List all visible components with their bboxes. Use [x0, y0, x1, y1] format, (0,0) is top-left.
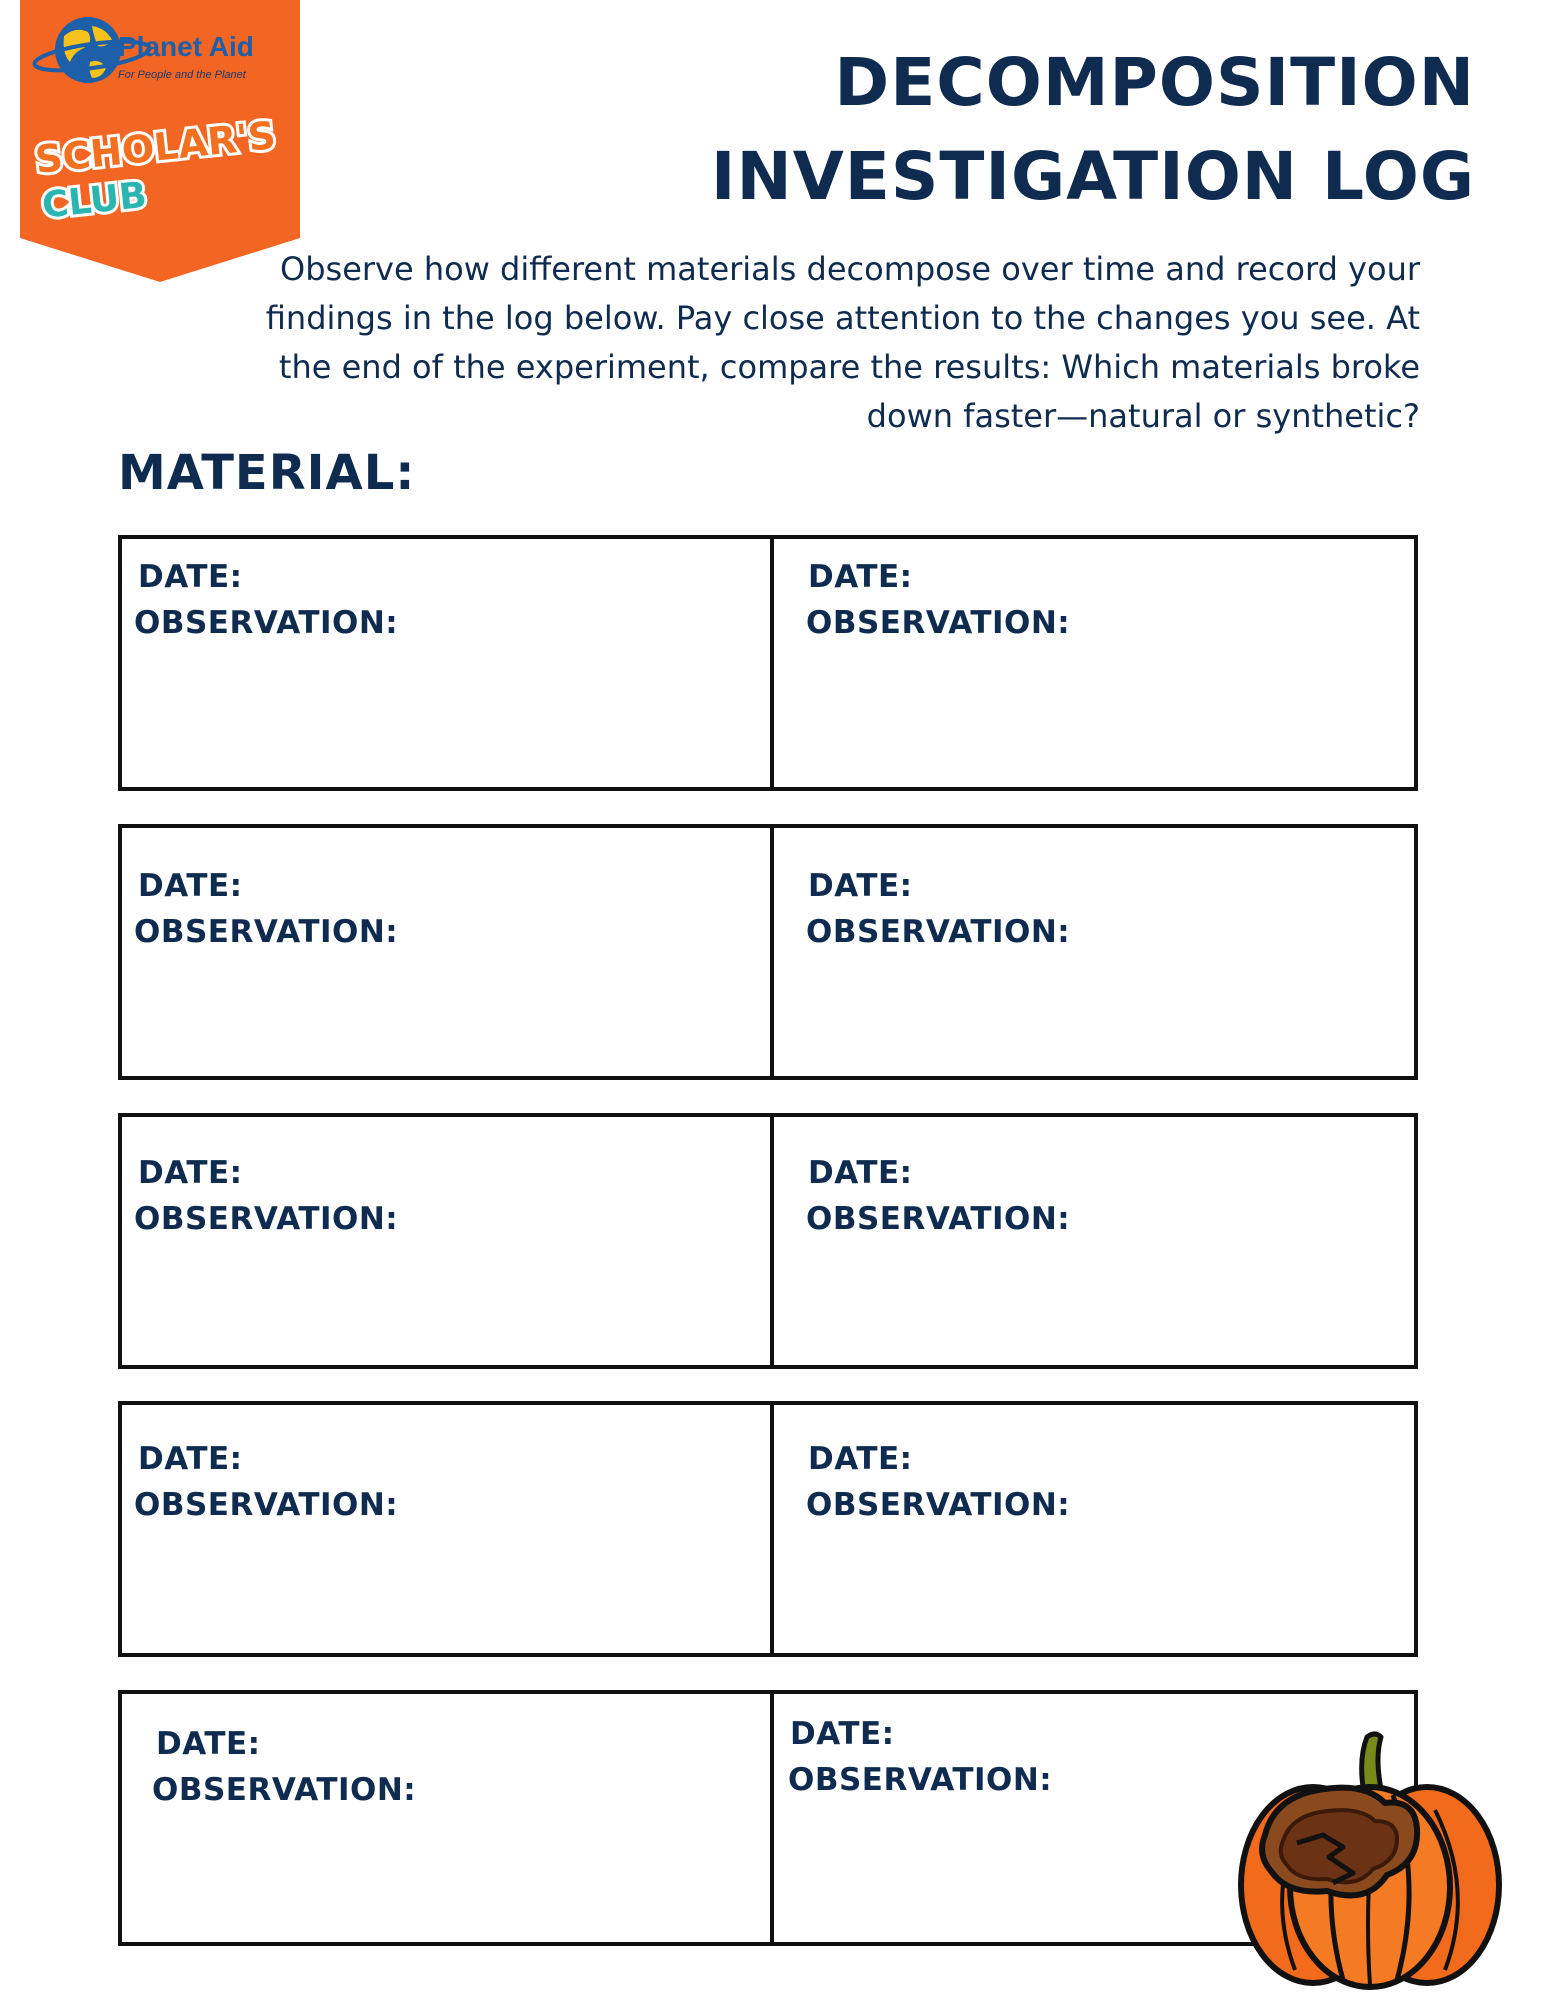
date-label: DATE:: [808, 1441, 913, 1477]
observation-label: OBSERVATION:: [134, 1201, 399, 1237]
log-entry-cell[interactable]: [774, 539, 1414, 787]
log-row: [118, 1401, 1418, 1657]
date-label: DATE:: [138, 1155, 243, 1191]
log-row: [118, 1690, 1418, 1946]
log-row: [118, 824, 1418, 1080]
date-label: DATE:: [138, 559, 243, 595]
date-label: DATE:: [808, 1155, 913, 1191]
log-entry-cell[interactable]: [774, 1117, 1414, 1365]
date-label: DATE:: [138, 868, 243, 904]
scholars-club-line2: CLUB: [40, 174, 149, 227]
observation-label: OBSERVATION:: [806, 605, 1071, 641]
intro-paragraph: Observe how different materials decompose over time and record your findings in the log below. Pay close attention to the changes you see. At the end of the experiment, compare the results: Which materials broke down faster—natural or synthetic?: [265, 250, 1420, 435]
material-label: MATERIAL:: [118, 445, 416, 501]
observation-label: OBSERVATION:: [806, 914, 1071, 950]
page-title: [575, 36, 1475, 224]
observation-label: OBSERVATION:: [134, 914, 399, 950]
observation-label: OBSERVATION:: [134, 1487, 399, 1523]
log-row: [118, 1113, 1418, 1369]
log-entry-cell[interactable]: [122, 1117, 770, 1365]
scholars-club-logo-banner: [20, 0, 300, 285]
date-label: DATE:: [790, 1716, 895, 1752]
planet-aid-brand: Planet Aid: [118, 31, 254, 62]
scholars-club-line1: SCHOLAR'S: [33, 113, 278, 183]
log-row: [118, 535, 1418, 791]
date-label: DATE:: [156, 1726, 261, 1762]
date-label: DATE:: [808, 868, 913, 904]
observation-label: OBSERVATION:: [806, 1487, 1071, 1523]
log-entry-cell[interactable]: [774, 828, 1414, 1076]
rotting-pumpkin-illustration: [1235, 1715, 1505, 1990]
date-label: DATE:: [808, 559, 913, 595]
date-label: DATE:: [138, 1441, 243, 1477]
log-entry-cell[interactable]: [122, 828, 770, 1076]
title-line-2: INVESTIGATION LOG: [710, 138, 1475, 215]
log-entry-cell[interactable]: [122, 539, 770, 787]
observation-label: OBSERVATION:: [152, 1772, 417, 1808]
log-entry-cell[interactable]: [774, 1405, 1414, 1653]
title-line-1: DECOMPOSITION: [834, 44, 1475, 121]
log-entry-cell[interactable]: [122, 1694, 770, 1942]
observation-label: OBSERVATION:: [788, 1762, 1053, 1798]
observation-label: OBSERVATION:: [806, 1201, 1071, 1237]
planet-aid-tagline: For People and the Planet: [118, 69, 246, 81]
logo-banner-graphic: [20, 0, 300, 285]
observation-label: OBSERVATION:: [134, 605, 399, 641]
log-entry-cell[interactable]: [122, 1405, 770, 1653]
